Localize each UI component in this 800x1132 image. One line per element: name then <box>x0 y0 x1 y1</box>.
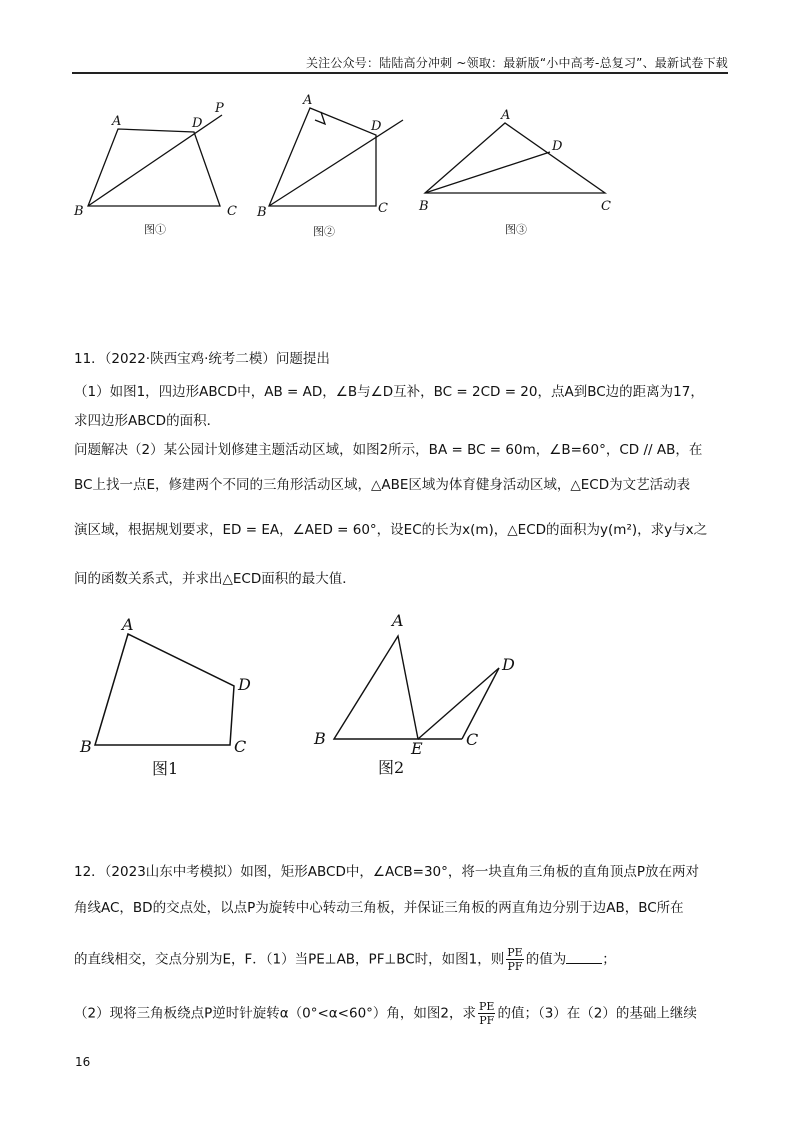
fraction-pe-over-pf <box>478 1000 495 1027</box>
question-11-part2-line1: 问题解决（2）某公园计划修建主题活动区域，如图2所示，BA = BC = 60m，∠B=60°，CD // AB，在 <box>74 442 703 458</box>
page-number: 16 <box>75 1055 91 1069</box>
label-c: C <box>234 737 247 756</box>
figure-caption: 图2 <box>378 758 405 777</box>
label-a: A <box>122 615 134 634</box>
label-c: C <box>378 201 388 216</box>
answer-blank[interactable] <box>566 951 602 964</box>
label-d: D <box>238 675 251 694</box>
fraction-denominator: PF <box>479 1014 495 1027</box>
question-12-line4-text-a: （2）现将三角板绕点P逆时针旋转α（0°<α<60°）角，如图2，求 <box>74 1005 477 1022</box>
label-c: C <box>466 730 479 749</box>
label-e: E <box>411 739 423 758</box>
label-d: D <box>502 655 515 674</box>
line-cd <box>462 668 499 739</box>
label-d: D <box>192 116 203 131</box>
label-b: B <box>257 205 267 220</box>
label-p: P <box>215 101 224 116</box>
label-a: A <box>112 114 122 129</box>
fraction-pe-over-pf <box>506 946 523 973</box>
figure-caption: 图① <box>144 223 166 236</box>
figure-caption: 图③ <box>505 223 527 236</box>
label-b: B <box>419 199 429 214</box>
question-11-part2-line3: 演区域，根据规划要求，ED = EA，∠AED = 60°，设EC的长为x(m)，△ECD的面积为y(m²)，求y与x之 <box>74 522 708 538</box>
line-bd <box>269 120 403 206</box>
question-11-figure-1 <box>80 612 270 782</box>
top-figure-1 <box>70 95 250 245</box>
question-11-part1-line2: 求四边形ABCD的面积． <box>74 413 221 429</box>
label-c: C <box>601 199 611 214</box>
question-11-part1-line1: （1）如图1，四边形ABCD中，AB = AD，∠B与∠D互补，BC = 2CD = 20，点A到BC边的距离为17， <box>74 384 704 400</box>
line-ed <box>418 668 499 739</box>
figure-caption: 图1 <box>152 759 179 778</box>
label-d: D <box>552 139 563 154</box>
question-12-line3-text-a: 的直线相交，交点分别为E，F．（1）当PE⊥AB，PF⊥BC时，如图1，则 <box>74 951 505 968</box>
fraction-denominator: PF <box>507 960 523 973</box>
top-figure-3 <box>415 100 625 245</box>
question-12-line3-text-c: ； <box>602 951 616 968</box>
label-a: A <box>303 93 313 108</box>
question-12-line3 <box>74 946 734 973</box>
label-a: A <box>392 611 404 630</box>
line-bd <box>425 152 550 193</box>
question-12-line2: 角线AC，BD的交点处，以点P为旋转中心转动三角板，并保证三角板的两直角边分别于边AB，BC所在 <box>74 900 684 916</box>
question-12-line4 <box>74 1000 734 1027</box>
question-11-figure-2 <box>312 608 532 783</box>
triangle-abc <box>425 123 605 193</box>
label-b: B <box>314 729 326 748</box>
figure-caption: 图② <box>313 225 335 238</box>
label-d: D <box>371 119 382 134</box>
question-11-part2-line4: 间的函数关系式，并求出△ECD面积的最大值． <box>74 571 356 587</box>
question-12-line3-text-b: 的值为 <box>525 951 567 968</box>
label-c: C <box>227 204 237 219</box>
question-12-line1: 12．（2023山东中考模拟）如图，矩形ABCD中，∠ACB=30°，将一块直角三角板的直角顶点P放在两对 <box>74 864 700 880</box>
question-11-part2-line2: BC上找一点E，修建两个不同的三角形活动区域，△ABE区域为体育健身活动区域，△ECD为文艺活动表 <box>74 477 691 493</box>
quadrilateral-abcd <box>95 634 234 745</box>
label-b: B <box>80 737 92 756</box>
page-header: 关注公众号：陆陆高分冲刺 ~领取：最新版“小中高考-总复习”、最新试卷下载 <box>305 56 728 70</box>
top-figure-2 <box>255 90 425 245</box>
header-rule <box>72 72 728 74</box>
label-b: B <box>74 204 84 219</box>
label-a: A <box>501 108 511 123</box>
question-11-title: 11．（2022·陕西宝鸡·统考二模）问题提出 <box>74 351 330 367</box>
fraction-numerator: PE <box>507 946 523 959</box>
quadrilateral-abcd <box>88 129 220 206</box>
fraction-numerator: PE <box>479 1000 495 1013</box>
question-12-line4-text-b: 的值；（3）在（2）的基础上继续 <box>497 1005 697 1022</box>
triangle-abe <box>334 636 418 739</box>
